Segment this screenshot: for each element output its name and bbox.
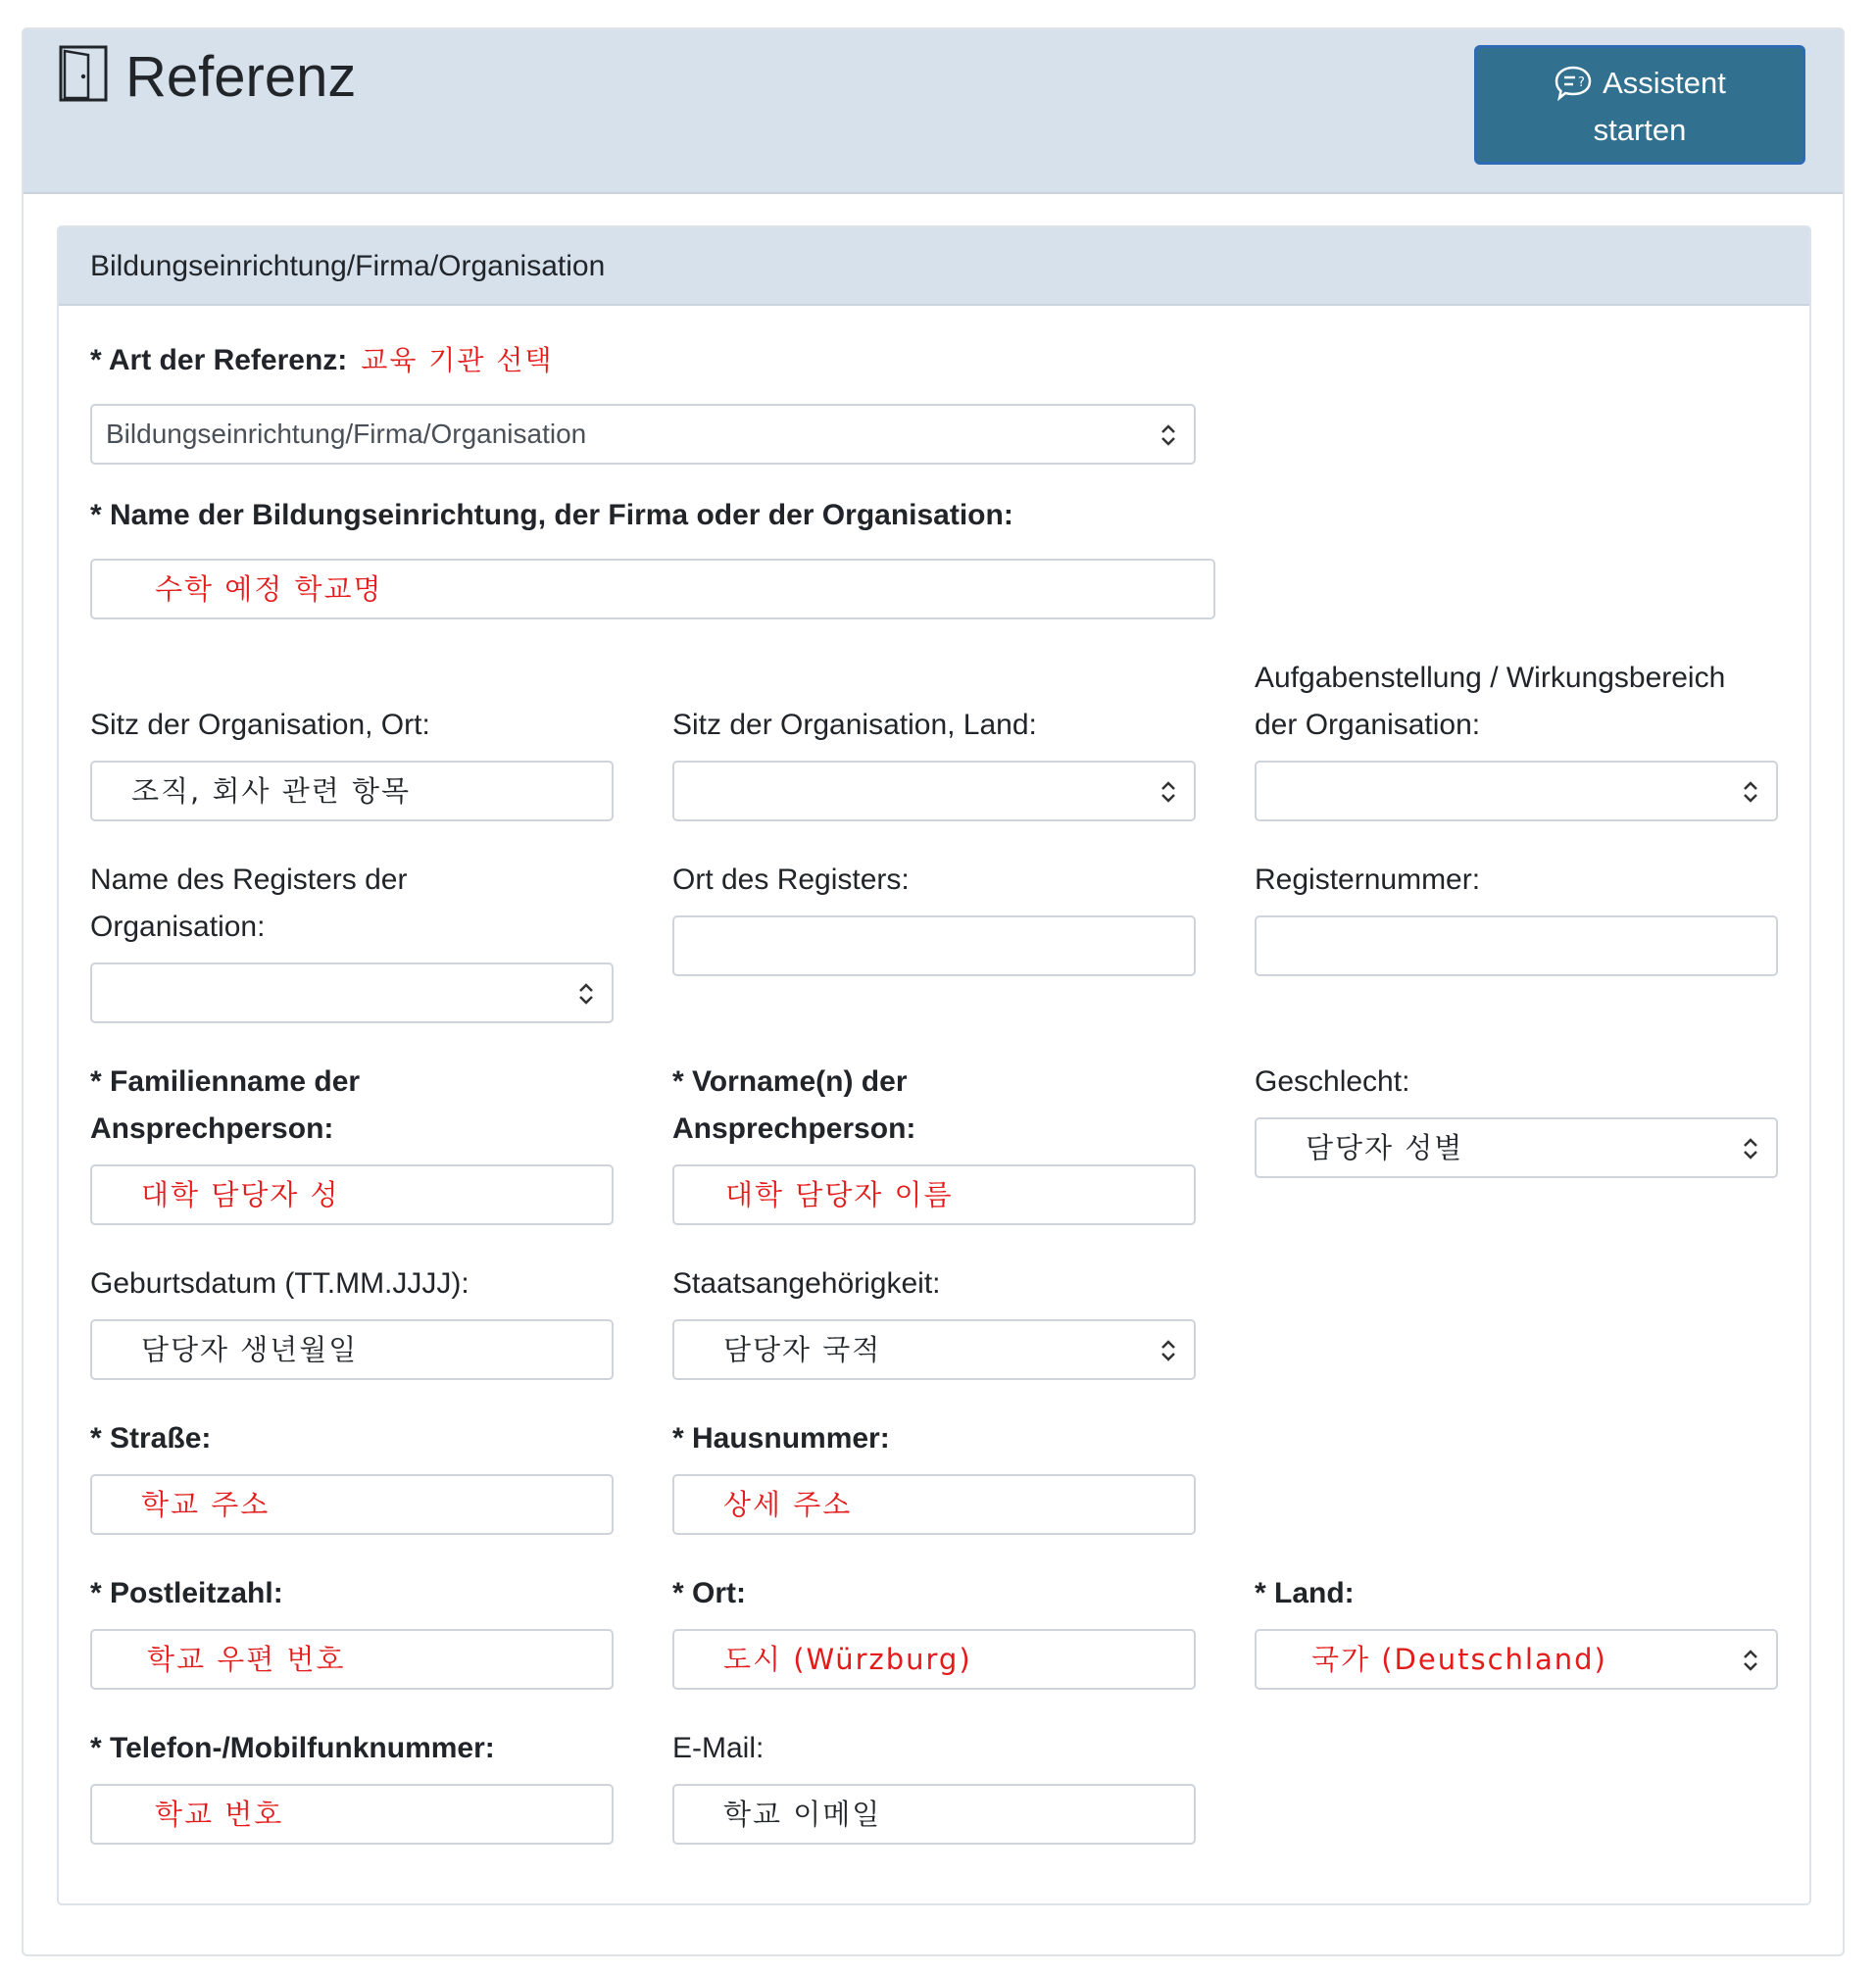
vorname-input[interactable]: 대학 담당자 이름 [672,1164,1196,1225]
strasse-input[interactable]: 학교 주소 [90,1474,614,1535]
aufgaben-label-line1: Aufgabenstellung / Wirkungsbereich [1255,662,1726,694]
staatsangehoerigkeit-label: Staatsangehörigkeit: [672,1267,941,1300]
art-select[interactable] [90,404,1196,465]
art-select-value: Bildungseinrichtung/Firma/Organisation [106,419,587,449]
land-label: * Land: [1255,1577,1355,1609]
chat-help-icon [1554,65,1593,102]
geschlecht-select[interactable] [1255,1117,1778,1178]
email-input[interactable]: 학교 이메일 [672,1784,1196,1845]
telefon-input[interactable]: 학교 번호 [90,1784,614,1845]
familienname-label-line1: * Familienname der [90,1065,361,1098]
familienname-input[interactable]: 대학 담당자 성 [90,1164,614,1225]
chevron-updown-icon [1159,421,1178,449]
name-org-label: * Name der Bildungseinrichtung, der Firma oder der Organisation: [90,499,1013,531]
register-name-select[interactable] [90,962,614,1023]
hausnummer-input[interactable]: 상세 주소 [672,1474,1196,1535]
start-assistant-button[interactable] [1474,45,1805,165]
chevron-updown-icon [1741,1647,1760,1674]
hausnummer-label: * Hausnummer: [672,1422,890,1455]
chevron-updown-icon [576,980,596,1008]
door-icon [59,45,108,102]
register-name-label-line1: Name des Registers der [90,864,408,896]
ort-label: * Ort: [672,1577,746,1609]
register-nr-input[interactable] [1255,915,1778,976]
aufgaben-select[interactable] [1255,761,1778,821]
register-name-label-line2: Organisation: [90,911,266,943]
reference-page-card [22,27,1845,1956]
staatsangehoerigkeit-value: 담당자 국적 [723,1333,882,1366]
chevron-updown-icon [1159,1337,1178,1364]
panel-heading: Bildungseinrichtung/Firma/Organisation [59,227,1809,306]
art-label [90,337,553,384]
page-title: Referenz [125,45,357,109]
page-header [24,29,1843,194]
ort-input[interactable]: 도시 (Würzburg) [672,1629,1196,1690]
plz-input[interactable]: 학교 우편 번호 [90,1629,614,1690]
familienname-label-line2: Ansprechperson: [90,1112,334,1145]
register-nr-label: Registernummer: [1255,864,1481,896]
email-label: E-Mail: [672,1732,765,1764]
chevron-updown-icon [1159,778,1178,806]
svg-text:?: ? [1578,74,1586,90]
assistant-label-line1: Assistent [1603,65,1726,100]
vorname-label-line2: Ansprechperson: [672,1112,916,1145]
geschlecht-label: Geschlecht: [1255,1065,1410,1098]
chevron-updown-icon [1741,1135,1760,1162]
plz-label: * Postleitzahl: [90,1577,283,1609]
chevron-updown-icon [1741,778,1760,806]
register-ort-label: Ort des Registers: [672,864,910,896]
sitz-ort-input[interactable]: 조직, 회사 관련 항목 [90,761,614,821]
vorname-label-line1: * Vorname(n) der [672,1065,908,1098]
organisation-panel [57,225,1811,1905]
land-value: 국가 (Deutschland) [1311,1643,1607,1676]
geschlecht-value: 담당자 성별 [1306,1131,1464,1164]
sitz-land-select[interactable] [672,761,1196,821]
strasse-label: * Straße: [90,1422,212,1455]
name-org-input[interactable]: 수학 예정 학교명 [90,559,1215,619]
sitz-land-label: Sitz der Organisation, Land: [672,709,1037,741]
register-ort-input[interactable] [672,915,1196,976]
land-select[interactable] [1255,1629,1778,1690]
staatsangehoerigkeit-select[interactable] [672,1319,1196,1380]
geburtsdatum-input[interactable]: 담당자 생년월일 [90,1319,614,1380]
art-hint: 교육 기관 선택 [361,344,554,376]
aufgaben-label-line2: der Organisation: [1255,709,1481,741]
art-label-text: * Art der Referenz: [90,344,348,376]
assistant-label-line2: starten [1593,112,1687,147]
sitz-ort-label: Sitz der Organisation, Ort: [90,709,430,741]
telefon-label: * Telefon-/Mobilfunknummer: [90,1732,495,1764]
geburtsdatum-label: Geburtsdatum (TT.MM.JJJJ): [90,1267,469,1300]
